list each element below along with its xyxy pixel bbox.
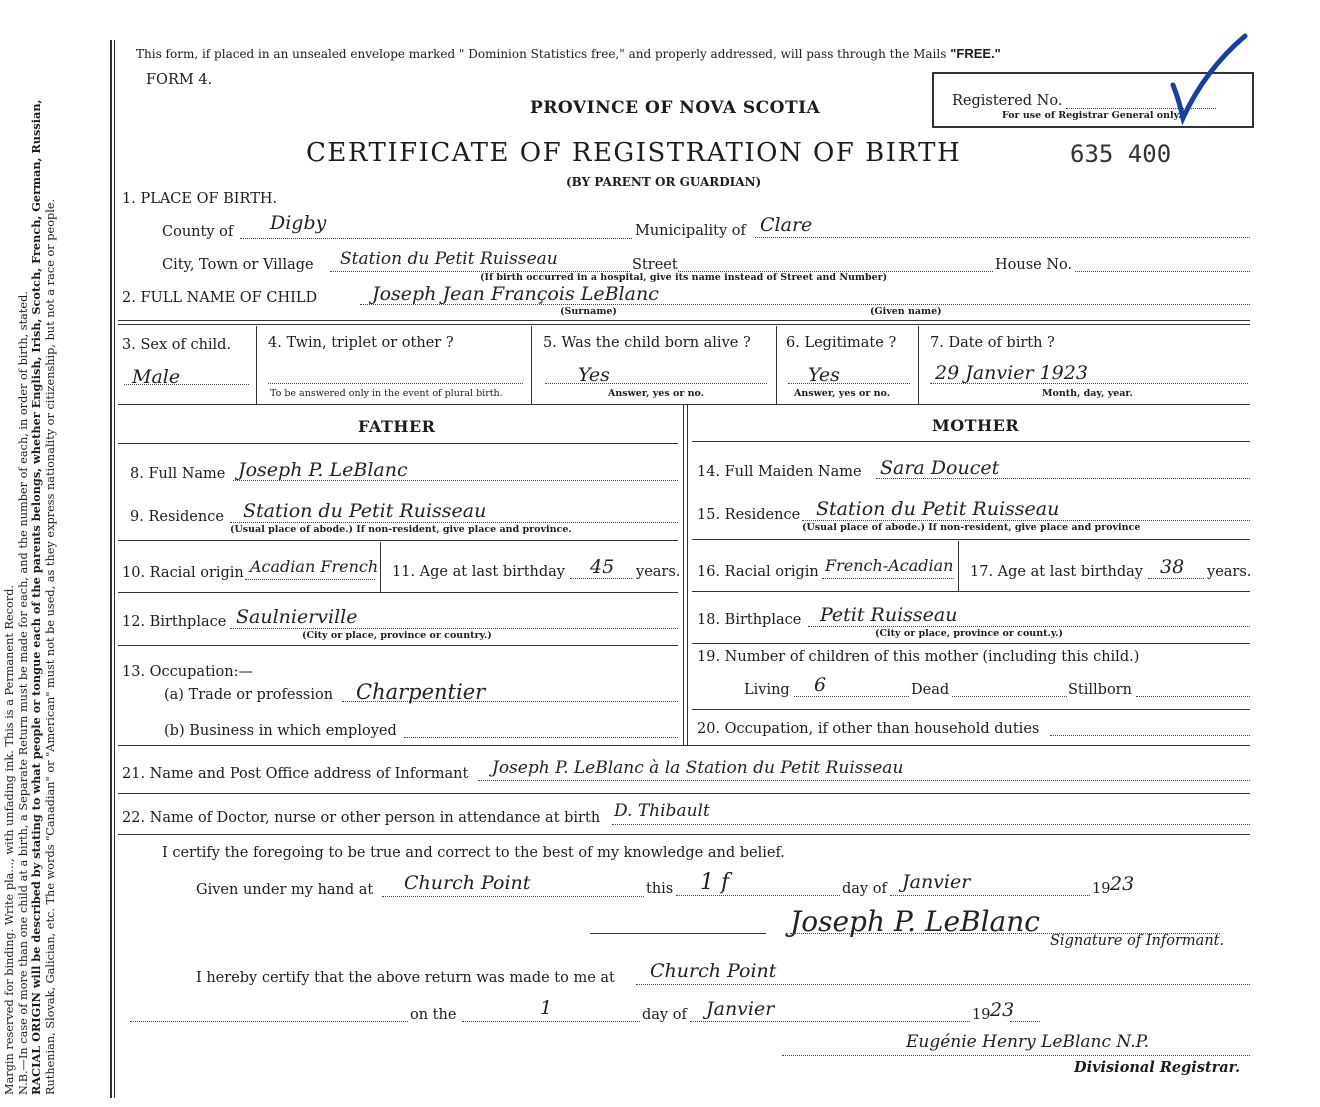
rule-row3-v2	[531, 326, 532, 404]
given-place-value: Church Point	[404, 872, 531, 894]
rule-informant	[118, 793, 1250, 794]
mother-name-label: 14. Full Maiden Name	[697, 464, 862, 480]
registrar-signature: Eugénie Henry LeBlanc N.P.	[906, 1032, 1149, 1052]
mother-occupation-label: 20. Occupation, if other than household duties	[697, 721, 1040, 737]
born-alive-note: Answer, yes or no.	[608, 388, 705, 399]
stillborn-line	[1136, 696, 1250, 697]
registrar-prefix-line	[130, 1021, 408, 1022]
this-label: this	[646, 881, 674, 897]
father-age-label: 11. Age at last birthday	[392, 564, 565, 580]
given-name-note: (Given name)	[870, 306, 942, 317]
margin-note-racial-origin-cont: Ruthenian, Slovak, Galician, etc. The words "Canadian" or "American" must not be used, as they express nationality or citizenship, but not a race or people.	[43, 198, 57, 1095]
doctor-value: D. Thibault	[614, 801, 710, 821]
margin-note-racial-origin: RACIAL ORIGIN will be described by stating to what people or tongue each of the parents belongs, whether English, Irish, Scotch, French, German, Russian,	[29, 99, 43, 1095]
father-residence-line	[230, 522, 678, 523]
certificate-title: CERTIFICATE OF REGISTRATION OF BIRTH	[306, 138, 962, 168]
certify-statement: I certify the foregoing to be true and correct to the best of my knowledge and belief.	[162, 845, 785, 861]
registrar-day-value: 1	[540, 997, 553, 1019]
given-day-value: 1 f	[700, 870, 730, 895]
stillborn-label: Stillborn	[1068, 682, 1132, 698]
mother-years-label: years.	[1207, 564, 1252, 580]
father-heading: FATHER	[358, 417, 436, 436]
mother-birthplace-line	[808, 626, 1250, 627]
rule-father-birthplace	[118, 645, 678, 646]
binding-margin-rule-2	[114, 40, 115, 1098]
given-year-prefix: 19	[1092, 881, 1111, 897]
living-value: 6	[814, 674, 827, 696]
legitimate-line	[788, 383, 910, 384]
father-birthplace-value: Saulnierville	[236, 606, 358, 628]
rule-doctor	[118, 834, 1250, 835]
father-racial-line	[245, 579, 375, 580]
given-under-label: Given under my hand at	[196, 882, 374, 898]
father-birthplace-line	[230, 628, 678, 629]
mother-residence-label: 15. Residence	[697, 507, 801, 523]
twin-note: To be answered only in the event of plural birth.	[270, 388, 503, 399]
mother-birthplace-note: (City or place, province or count.y.)	[875, 628, 1064, 639]
rule-father-racial-v	[380, 542, 381, 592]
sex-label: 3. Sex of child.	[122, 337, 232, 353]
legitimate-note: Answer, yes or no.	[794, 388, 891, 399]
father-residence-note: (Usual place of abode.) If non-resident, give place and province.	[230, 524, 572, 535]
divisional-registrar-label: Divisional Registrar.	[1074, 1059, 1241, 1076]
father-occupation-label: 13. Occupation:—	[122, 664, 253, 680]
father-trade-value: Charpentier	[356, 680, 486, 704]
registrar-day-of-label: day of	[642, 1007, 687, 1023]
binding-margin-rule	[110, 40, 112, 1098]
mother-residence-line	[802, 520, 1250, 521]
father-age-line	[570, 578, 632, 579]
mother-birthplace-label: 18. Birthplace	[697, 612, 802, 628]
registered-number-label: Registered No.	[952, 93, 1063, 109]
mother-residence-value: Station du Petit Ruisseau	[816, 498, 1060, 520]
twin-label: 4. Twin, triplet or other ?	[268, 335, 454, 351]
father-years-label: years.	[636, 564, 681, 580]
check-mark-icon	[1165, 30, 1255, 125]
mother-heading: MOTHER	[932, 416, 1020, 435]
margin-note-multiple-births: N.B.—In case of more than one child at a birth, a Separate Return must be made for each, and the number of each, in order of birth, stated.	[16, 291, 30, 1095]
margin-note-binding: Margin reserved for binding. Write pla..., with unfading ink. This is a Permanent Record.	[3, 584, 16, 1095]
rule-mother-racial-v	[958, 541, 959, 591]
registrar-month-line	[690, 1021, 970, 1022]
rule-mother-heading	[692, 441, 1250, 442]
rule-mother-birthplace	[692, 643, 1250, 644]
surname-note: (Surname)	[560, 306, 617, 317]
county-line	[240, 238, 632, 239]
house-number-label: House No.	[995, 257, 1073, 273]
informant-label: 21. Name and Post Office address of Informant	[122, 766, 469, 782]
father-business-label: (b) Business in which employed	[164, 723, 397, 739]
rule-parents-divider	[683, 405, 684, 745]
margin-instructions	[3, 45, 103, 1095]
rule-parents-top	[118, 404, 1250, 405]
municipality-label: Municipality of	[635, 223, 746, 239]
municipality-line	[755, 237, 1250, 238]
registrar-statement: I hereby certify that the above return was made to me at	[196, 970, 615, 986]
father-racial-label: 10. Racial origin	[122, 565, 244, 581]
county-value: Digby	[270, 212, 327, 234]
father-name-label: 8. Full Name	[130, 466, 226, 482]
place-of-birth-section: 1. PLACE OF BIRTH.	[122, 191, 278, 207]
given-year-value: 23	[1110, 873, 1135, 895]
father-age-value: 45	[590, 556, 615, 578]
hospital-note: (If birth occurred in a hospital, give its name instead of Street and Number)	[480, 272, 888, 283]
signature-line-left	[590, 933, 766, 934]
registrar-use-note: For use of Registrar General only.	[1002, 110, 1182, 121]
dead-line	[952, 696, 1067, 697]
rule-row3-v4	[918, 326, 919, 404]
form-number: FORM 4.	[146, 72, 213, 88]
child-name-label: 2. FULL NAME OF CHILD	[122, 290, 318, 306]
on-the-label: on the	[410, 1007, 457, 1023]
father-trade-label: (a) Trade or profession	[164, 687, 334, 703]
doctor-label: 22. Name of Doctor, nurse or other person in attendance at birth	[122, 810, 601, 826]
born-alive-value: Yes	[578, 364, 610, 386]
father-residence-value: Station du Petit Ruisseau	[243, 500, 487, 522]
municipality-value: Clare	[760, 214, 813, 236]
father-residence-label: 9. Residence	[130, 509, 224, 525]
rule-father-heading	[118, 443, 678, 444]
mail-notice: This form, if placed in an unsealed envelope marked " Dominion Statistics free," and properly addressed, will pass through the Mails "FREE."	[136, 46, 1001, 61]
registrar-year-prefix: 19	[972, 1007, 991, 1023]
registrar-year-line	[1010, 1021, 1040, 1022]
mother-name-value: Sara Doucet	[880, 457, 1000, 479]
registrar-place-line	[636, 984, 1250, 985]
father-business-line	[404, 737, 678, 738]
certificate-subtitle: (BY PARENT OR GUARDIAN)	[566, 175, 762, 189]
given-day-line	[676, 895, 840, 896]
date-of-birth-note: Month, day, year.	[1042, 388, 1133, 399]
legitimate-value: Yes	[808, 364, 840, 386]
date-of-birth-label: 7. Date of birth ?	[930, 335, 1055, 351]
rule-father-residence	[118, 540, 678, 541]
registrar-day-line	[462, 1021, 640, 1022]
sex-value: Male	[132, 366, 181, 388]
mother-racial-label: 16. Racial origin	[697, 564, 819, 580]
father-name-value: Joseph P. LeBlanc	[238, 459, 408, 481]
mother-racial-value: French-Acadian	[825, 556, 954, 575]
informant-signature: Joseph P. LeBlanc	[790, 905, 1040, 938]
rule-row3-v3	[776, 326, 777, 404]
given-place-line	[382, 896, 644, 897]
informant-line	[478, 780, 1250, 781]
mother-residence-note: (Usual place of abode.) If non-resident, give place and province	[802, 522, 1141, 533]
certificate-number: 635 400	[1070, 140, 1172, 168]
rule-parents-divider-2	[687, 405, 688, 745]
rule-mother-residence	[692, 539, 1250, 540]
rule-row3-top	[118, 320, 1250, 321]
rule-mother-children	[692, 709, 1250, 710]
legitimate-label: 6. Legitimate ?	[786, 335, 897, 351]
rule-row3-top-2	[118, 324, 1250, 325]
province-heading: PROVINCE OF NOVA SCOTIA	[530, 98, 821, 118]
living-label: Living	[744, 682, 790, 698]
street-label: Street	[632, 257, 678, 273]
signature-of-informant-label: Signature of Informant.	[1050, 933, 1225, 949]
city-label: City, Town or Village	[162, 257, 314, 273]
mother-racial-line	[822, 578, 954, 579]
rule-father-racial	[118, 592, 678, 593]
county-label: County of	[162, 224, 234, 240]
father-birthplace-label: 12. Birthplace	[122, 614, 227, 630]
dead-label: Dead	[911, 682, 950, 698]
given-month-value: Janvier	[902, 871, 971, 893]
born-alive-label: 5. Was the child born alive ?	[543, 335, 751, 351]
registrar-place-value: Church Point	[650, 960, 777, 982]
mother-occupation-line	[1050, 735, 1250, 736]
city-value: Station du Petit Ruisseau	[340, 249, 558, 269]
mother-children-label: 19. Number of children of this mother (including this child.)	[697, 649, 1140, 665]
living-line	[794, 696, 909, 697]
rule-row3-v1	[256, 326, 257, 404]
rule-mother-racial	[692, 591, 1250, 592]
doctor-line	[612, 824, 1250, 825]
registrar-signature-line	[782, 1055, 1250, 1056]
date-of-birth-value: 29 Janvier 1923	[935, 362, 1088, 384]
child-name-value: Joseph Jean François LeBlanc	[372, 283, 659, 305]
day-of-label: day of	[842, 881, 887, 897]
rule-parents-bottom	[118, 745, 1250, 746]
mother-age-line	[1148, 578, 1204, 579]
informant-value: Joseph P. LeBlanc à la Station du Petit Ruisseau	[492, 758, 904, 778]
house-number-line	[1075, 271, 1250, 272]
registrar-year-value: 23	[990, 999, 1015, 1021]
mother-age-value: 38	[1160, 556, 1185, 578]
father-birthplace-note: (City or place, province or country.)	[302, 630, 492, 641]
mother-birthplace-value: Petit Ruisseau	[820, 604, 958, 626]
given-month-line	[890, 895, 1090, 896]
registrar-month-value: Janvier	[706, 998, 775, 1020]
mother-age-label: 17. Age at last birthday	[970, 564, 1143, 580]
twin-line	[268, 383, 523, 384]
father-racial-value: Acadian French	[250, 557, 379, 576]
